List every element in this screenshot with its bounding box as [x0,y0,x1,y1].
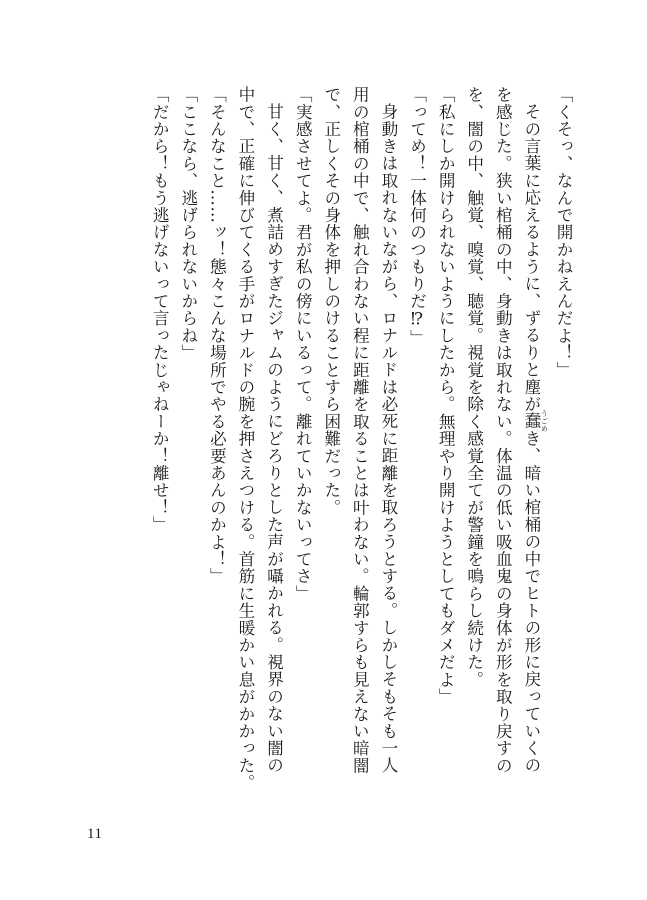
text-line: 身動きは取れないながら、ロナルドは必死に距離を取ろうとする。しかしそもそも一人 [378,102,398,774]
text-line: 用の棺桶の中で、触れ合わない程に距離を取ることは叶わない。輪郭すらも見えない暗闇 [350,86,370,774]
text-line: 中で、正確に伸びてくる手がロナルドの腕を押さえつける。首筋に生暖かい息がかかった。 [235,86,255,792]
text-line: 「ここなら、逃げられないからね」 [178,86,198,362]
text-line: 「ってめ！一体何のつもりだ⁉」 [407,86,427,347]
ruby-annotation: 蠢 うごめ [521,409,549,433]
text-line: その言葉に応えるように、ずるりと塵が蠢 うごめき、暗い棺桶の中でヒトの形に戻っていくの [521,102,549,774]
text-line: 「私にしか開けられないようにしたから。無理やり開けようとしてもダメだよ」 [436,86,456,706]
text-line: を、闇の中、触覚、嗅覚、聴覚。視覚を除く感覚全てが警鐘を鳴らし続けた。 [464,86,484,688]
ruby-reading: うごめ [540,409,549,433]
text-line: 「くそっ、なんで開かねえんだよ！」 [554,86,573,379]
page-number: 11 [87,826,103,842]
text-line: 「だから！もう逃げないって言ったじゃねーか！離せ！」 [150,86,170,534]
text-line: で、正しくその身体を押しのけることすら困難だった。 [321,86,341,516]
text-line: 「そんなこと……ッ！態々こんな場所でやる必要あんのかよ！」 [207,86,227,585]
text-line: 甘く、甘く、煮詰めすぎたジャムのようにどろりとした声が囁かれる。視界のない闇の [264,102,284,774]
vertical-text-block [97,86,577,806]
text-line: を感じた。狭い棺桶の中、身動きは取れない。体温の低い吸血鬼の身体が形を取り戻すの [493,86,513,774]
text-line: 「実感させてよ。君が私の傍にいるって。離れていかないってさ」 [293,86,313,602]
